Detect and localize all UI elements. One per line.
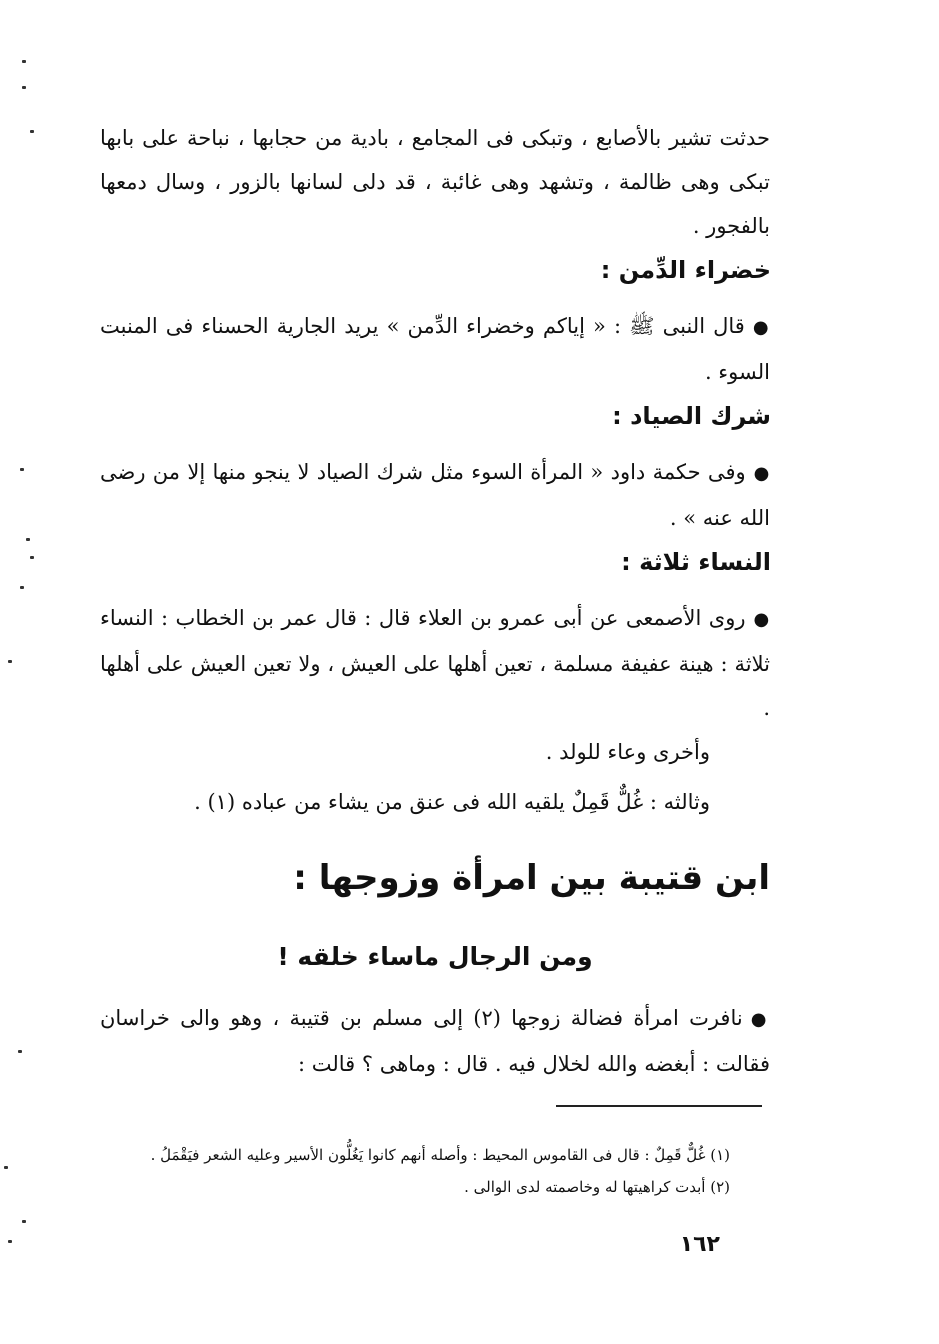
paragraph-4 — [100, 596, 770, 730]
paragraph-5: وأخرى وعاء للولد . — [545, 740, 710, 764]
scan-speck — [18, 1050, 22, 1053]
scan-speck — [22, 1220, 26, 1223]
paragraph-7-text: نافرت امرأة فضالة زوجها (٢) إلى مسلم بن قتيبة ، وهو والى خراسان فقالت : أبغضه والله لخلال فيه . قال : وماهى ؟ قالت : — [100, 1006, 770, 1076]
bullet-icon: ● — [753, 609, 770, 630]
paragraph-3 — [100, 450, 770, 540]
paragraph-4-text: روى الأصمعى عن أبى عمرو بن العلاء قال : قال عمر بن الخطاب : النساء ثلاثة : هينة عفيفة مسلمة ، تعين أهلها على العيش ، ولا تعين العيش على أهلها . — [100, 606, 770, 720]
paragraph-2 — [100, 304, 770, 394]
footnote-1: (١) غُلٌّ قَمِلٌ : قال فى القاموس المحيط : وأصله أنهم كانوا يَغُلُّون الأسير وعليه الشعر فيَقْمَلُ . — [150, 1146, 730, 1164]
bullet-icon: ● — [752, 317, 770, 338]
scan-speck — [8, 660, 12, 663]
paragraph-2-text: قال النبى ﷺ : « إياكم وخضراء الدِّمن » يريد الجارية الحسناء فى المنبت السوء . — [100, 314, 770, 384]
scan-speck — [30, 556, 34, 559]
heading-alnisa-thalatha: النساء ثلاثة : — [621, 548, 771, 576]
scan-speck — [22, 60, 26, 63]
heading-khadra-aldimn: خضراء الدِّمن : — [600, 256, 771, 284]
section-heading-ibn-qutayba: ابن قتيبة بين امرأة وزوجها : — [293, 858, 770, 898]
scan-speck — [4, 1166, 8, 1169]
page-number: ١٦٢ — [679, 1232, 720, 1257]
scan-speck — [26, 538, 30, 541]
section-subheading: ومن الرجال ماساء خلقه ! — [277, 942, 593, 971]
scan-speck — [20, 468, 24, 471]
bullet-icon: ● — [750, 1009, 770, 1030]
paragraph-6: وثالثه : غُلٌّ قَمِلٌ يلقيه الله فى عنق من يشاء من عباده (١) . — [194, 790, 710, 814]
paragraph-1: حدثت تشير بالأصابع ، وتبكى فى المجامع ، بادية من حجابها ، نباحة على بابها تبكى وهى ظالمة ، وتشهد وهى غائبة ، قد دلى لسانها بالزور ، وسال دمعها بالفجور . — [100, 126, 770, 238]
scan-speck — [30, 130, 34, 133]
scan-speck — [22, 86, 26, 89]
footnote-2: (٢) أبدت كراهيتها له وخاصمته لدى الوالى . — [464, 1178, 730, 1196]
scan-speck — [20, 586, 24, 589]
heading-shark-alsayyad: شرك الصياد : — [612, 402, 771, 430]
bullet-icon: ● — [753, 463, 770, 484]
footnote-divider — [556, 1105, 762, 1107]
scan-speck — [8, 1240, 12, 1243]
paragraph-3-text: وفى حكمة داود « المرأة السوء مثل شرك الصياد لا ينجو منها إلا من رضى الله عنه » . — [100, 460, 770, 530]
paragraph-7 — [100, 996, 770, 1086]
